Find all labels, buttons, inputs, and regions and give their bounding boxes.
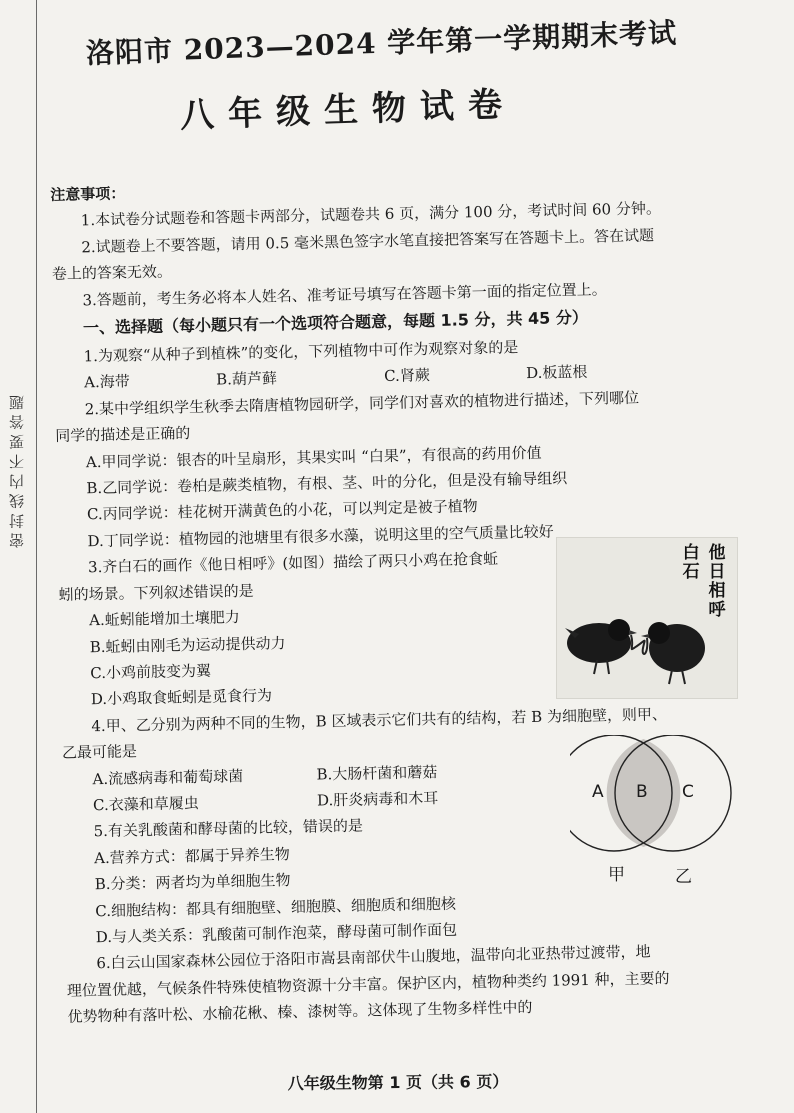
q2-option-b: B.乙同学说：卷柏是蕨类植物，有根、茎、叶的分化，但是没有输导组织	[86, 469, 568, 498]
exam-subject-title: 八年级生物试卷	[179, 84, 517, 136]
painting-inscription	[681, 544, 727, 620]
q5-option-a: A.营养方式：都属于异养生物	[93, 844, 290, 867]
q3-option-c: C.小鸡前肢变为翼	[90, 661, 212, 683]
q2-option-a: A.甲同学说：银杏的叶呈扇形，其果实叫 “白果”，有很高的药用价值	[85, 443, 542, 471]
notice-item-2: 2.试题卷上不要答题，请用 0.5 毫米黑色签字水笔直接把答案写在答题卡上。答在试题	[81, 226, 655, 257]
venn-label-c: C	[682, 782, 694, 802]
q6-stem: 6.白云山国家森林公园位于洛阳市嵩县南部伏牛山腹地，温带向北亚热带过渡带，地	[96, 942, 651, 973]
q4-stem-cont: 乙最可能是	[61, 742, 138, 762]
inscription-title: 他日相呼	[708, 543, 726, 620]
notice-item-1: 1.本试卷分试题卷和答题卡两部分，试题卷共 6 页，满分 100 分，考试时间 60 分钟。	[80, 199, 662, 230]
q1-stem: 1.为观察“从种子到植株”的变化，下列植物中可作为观察对象的是	[83, 338, 519, 366]
q1-option-b: B.葫芦藓	[215, 369, 278, 389]
q3-stem-cont: 蚓的场景。下列叙述错误的是	[58, 581, 254, 604]
q6-stem-cont-2: 优势物种有落叶松、水榆花楸、榛、漆树等。这体现了生物多样性中的	[67, 998, 533, 1027]
q2-option-c: C.丙同学说：桂花树开满黄色的小花，可以判定是被子植物	[86, 497, 478, 524]
venn-label-a: A	[592, 782, 604, 802]
q4-option-a: A.流感病毒和葡萄球菌	[92, 766, 244, 788]
q5-option-b: B.分类：两者均为单细胞生物	[94, 871, 291, 894]
notice-item-2-cont: 卷上的答案无效。	[51, 262, 173, 284]
q3-stem: 3.齐白石的画作《他日相呼》(如图）描绘了两只小鸡在抢食蚯	[87, 549, 499, 577]
q5-option-d: D.与人类关系：乳酸菌可制作泡菜，酵母菌可制作面包	[95, 920, 458, 947]
q1-option-d: D.板蓝根	[525, 363, 588, 383]
q2-option-d: D.丁同学说：植物园的池塘里有很多水藻，说明这里的空气质量比较好	[87, 522, 554, 551]
inscription-signature: 白石	[682, 543, 700, 582]
venn-label-jia: 甲	[608, 865, 625, 885]
qi-baishi-painting	[556, 537, 738, 699]
q4-option-b: B.大肠杆菌和蘑菇	[316, 762, 438, 784]
q1-option-a: A.海带	[84, 372, 130, 392]
q2-stem: 2.某中学组织学生秋季去隋唐植物园研学，同学们对喜欢的植物进行描述，下列哪位	[84, 388, 640, 419]
q4-option-d: D.肝炎病毒和木耳	[316, 788, 439, 810]
q3-option-b: B.蚯蚓由刚毛为运动提供动力	[89, 633, 286, 656]
q4-option-c: C.衣藻和草履虫	[92, 793, 199, 815]
q4-stem: 4.甲、乙分别为两种不同的生物，B 区域表示它们共有的结构，若 B 为细胞壁，则甲、	[91, 704, 668, 735]
notice-item-3: 3.答题前，考生务必将本人姓名、准考证号填写在答题卡第一面的指定位置上。	[82, 279, 607, 309]
binding-notice: 密 封 线 内 不 要 答 题	[8, 395, 26, 549]
venn-label-b: B	[636, 782, 648, 802]
venn-label-yi: 乙	[675, 867, 692, 887]
q5-option-c: C.细胞结构：都具有细胞壁、细胞膜、细胞质和细胞核	[95, 894, 457, 920]
notice-heading: 注意事项：	[50, 184, 126, 204]
q1-option-c: C.肾蕨	[383, 366, 431, 386]
q2-stem-cont: 同学的描述是正确的	[55, 424, 191, 446]
binding-line	[36, 0, 37, 1113]
q6-stem-cont-1: 理位置优越，气候条件特殊使植物资源十分丰富。保护区内，植物种类约 1991 种，主要的	[66, 968, 670, 1000]
section-heading: 一、选择题（每小题只有一个选项符合题意，每题 1.5 分，共 45 分）	[82, 307, 589, 338]
venn-diagram	[570, 735, 780, 885]
q5-stem: 5.有关乳酸菌和酵母菌的比较，错误的是	[93, 816, 364, 841]
q3-option-a: A.蚯蚓能增加土壤肥力	[89, 608, 240, 630]
q3-option-d: D.小鸡取食蚯蚓是觅食行为	[90, 686, 273, 709]
exam-title: 洛阳市 2023—2024 学年第一学期期末考试	[85, 16, 678, 70]
page-footer: 八年级生物第 1 页（共 6 页）	[287, 1072, 509, 1093]
